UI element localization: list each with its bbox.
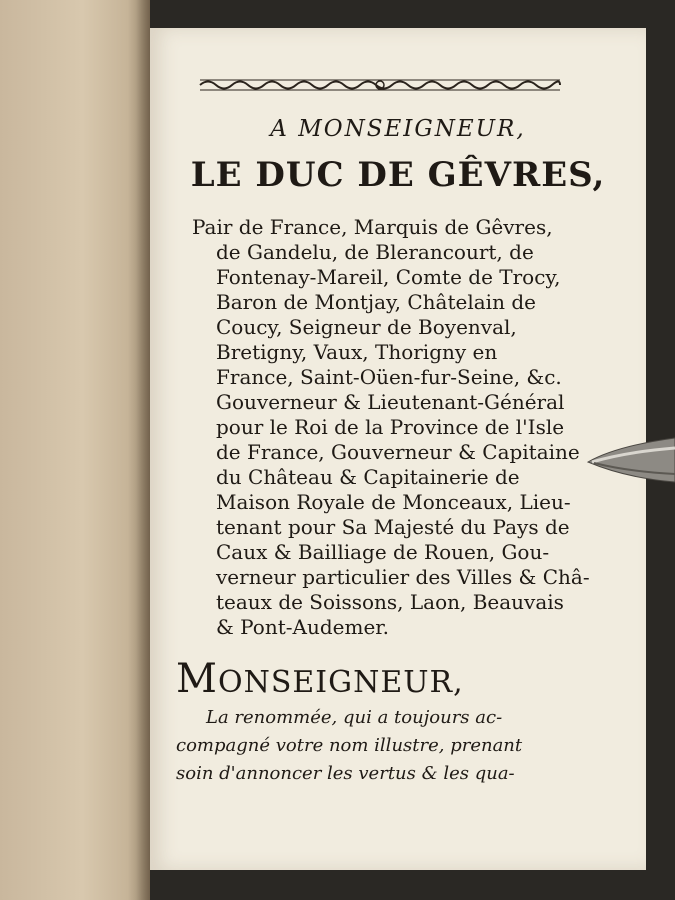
- title-line: tenant pour Sa Majesté du Pays de: [216, 515, 570, 539]
- title-line: Baron de Montjay, Châtelain de: [216, 290, 536, 314]
- title-line: & Pont-Audemer.: [216, 615, 390, 639]
- title-line: Maison Royale de Monceaux, Lieu-: [216, 490, 571, 514]
- dedicatee-name: LE DUC DE GÊVRES,: [190, 155, 606, 195]
- letter-line: soin d'annoncer les vertus & les qua-: [176, 763, 515, 784]
- ornament-band-icon: [198, 76, 562, 94]
- salutation-rest: ONSEIGNEUR,: [217, 665, 464, 700]
- title-line: France, Saint-Oüen-fur-Seine, &c.: [216, 365, 562, 389]
- title-line: Pair de France, Marquis de Gêvres,: [192, 215, 553, 239]
- facing-page: [0, 0, 150, 900]
- salutation-heading: [176, 656, 464, 702]
- page-holder-blade-icon: [586, 436, 675, 486]
- title-line: teaux de Soissons, Laon, Beauvais: [216, 590, 564, 614]
- title-line: du Château & Capitainerie de: [216, 465, 520, 489]
- salutation-initial: M: [176, 656, 218, 702]
- title-line: Bretigny, Vaux, Thorigny en: [216, 340, 498, 364]
- title-line: Gouverneur & Lieutenant-Général: [216, 390, 565, 414]
- letter-line: compagné votre nom illustre, prenant: [176, 735, 523, 756]
- title-line: verneur particulier des Villes & Châ-: [216, 565, 590, 589]
- title-line: Coucy, Seigneur de Boyenval,: [216, 315, 517, 339]
- title-line: Fontenay-Mareil, Comte de Trocy,: [216, 265, 561, 289]
- facing-page-edge-shadow: [136, 0, 150, 900]
- title-line: de France, Gouverneur & Capitaine: [216, 440, 580, 464]
- title-line: de Gandelu, de Blerancourt, de: [216, 240, 534, 264]
- title-line: pour le Roi de la Province de l'Isle: [216, 415, 565, 439]
- book-page: [150, 28, 646, 870]
- letter-line: La renommée, qui a toujours ac-: [206, 707, 503, 728]
- dedication-to-line: A MONSEIGNEUR,: [270, 116, 526, 142]
- title-line: Caux & Bailliage de Rouen, Gou-: [216, 540, 550, 564]
